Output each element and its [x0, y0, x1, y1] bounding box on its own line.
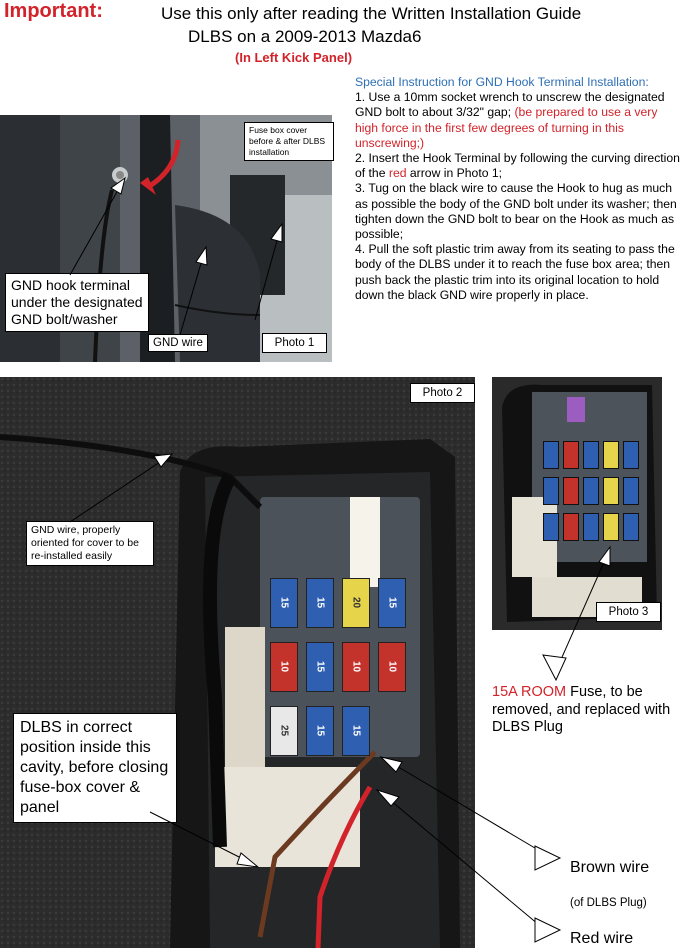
room-fuse-text: Fuse, to be removed, and replaced with DLBS Plug: [492, 684, 671, 735]
step-2-end: arrow in Photo 1;: [409, 166, 503, 181]
step-3: 3. Tug on the black wire to cause the Hook to hug as much as possible the body of the GND bolt under its washer; then tighten down the GND bolt to bear on the Hook as much as possible;: [355, 181, 677, 242]
fuse: 15: [342, 706, 370, 756]
fuse: 25: [270, 706, 298, 756]
fuse: 15: [378, 578, 406, 628]
room-fuse-label: 15A ROOM: [492, 684, 567, 700]
fuse: 20: [342, 578, 370, 628]
gnd-hook-label: GND hook terminal under the designated GND bolt/washer: [5, 273, 149, 332]
page-subtitle: DLBS on a 2009-2013 Mazda6: [188, 27, 422, 46]
photo-3-caption: Photo 3: [596, 602, 661, 622]
fuse-cover-note: Fuse box cover before & after DLBS installation: [244, 122, 334, 161]
gnd-wire-label: GND wire: [148, 334, 208, 352]
step-1-warning: (be prepared to use a very high force in the first few degrees of turning in this unscrewing;): [355, 105, 658, 150]
important-label: Important:: [4, 0, 103, 22]
gnd-wire-note: GND wire, properly oriented for cover to be re-installed easily: [26, 521, 154, 566]
step-2: 2. Insert the Hook Terminal by following the curving direction of the: [355, 151, 680, 181]
fuse: 15: [306, 706, 334, 756]
photo-2-caption: Photo 2: [410, 383, 475, 403]
brown-wire-label: Brown wire: [570, 859, 650, 876]
photo-1-caption: Photo 1: [262, 333, 327, 353]
fuse: 15: [270, 578, 298, 628]
instructions-title: Special Instruction for GND Hook Terminal Installation:: [355, 75, 649, 89]
dlbs-plug-label: (of DLBS Plug): [570, 897, 647, 909]
step-2-red-word: red: [388, 166, 407, 181]
location-note: (In Left Kick Panel): [235, 50, 353, 65]
fuse: 10: [270, 642, 298, 692]
fuse: 15: [306, 642, 334, 692]
fuse: 10: [378, 642, 406, 692]
step-4: 4. Pull the soft plastic trim away from its seating to pass the body of the DLBS under it to reach the fuse box area; then push back the plastic trim into its original location to hold down the black GND wire properly in place.: [355, 242, 675, 302]
step-1: 1. Use a 10mm socket wrench to unscrew the designated GND bolt to about 3/32" gap;: [355, 90, 665, 120]
fuse: 15: [306, 578, 334, 628]
page-title: Use this only after reading the Written Installation Guide: [161, 4, 582, 23]
dlbs-position-note: DLBS in correct position inside this cavity, before closing fuse-box cover & panel: [13, 713, 177, 823]
fuse: 10: [342, 642, 370, 692]
red-wire-label: Red wire: [570, 930, 634, 947]
